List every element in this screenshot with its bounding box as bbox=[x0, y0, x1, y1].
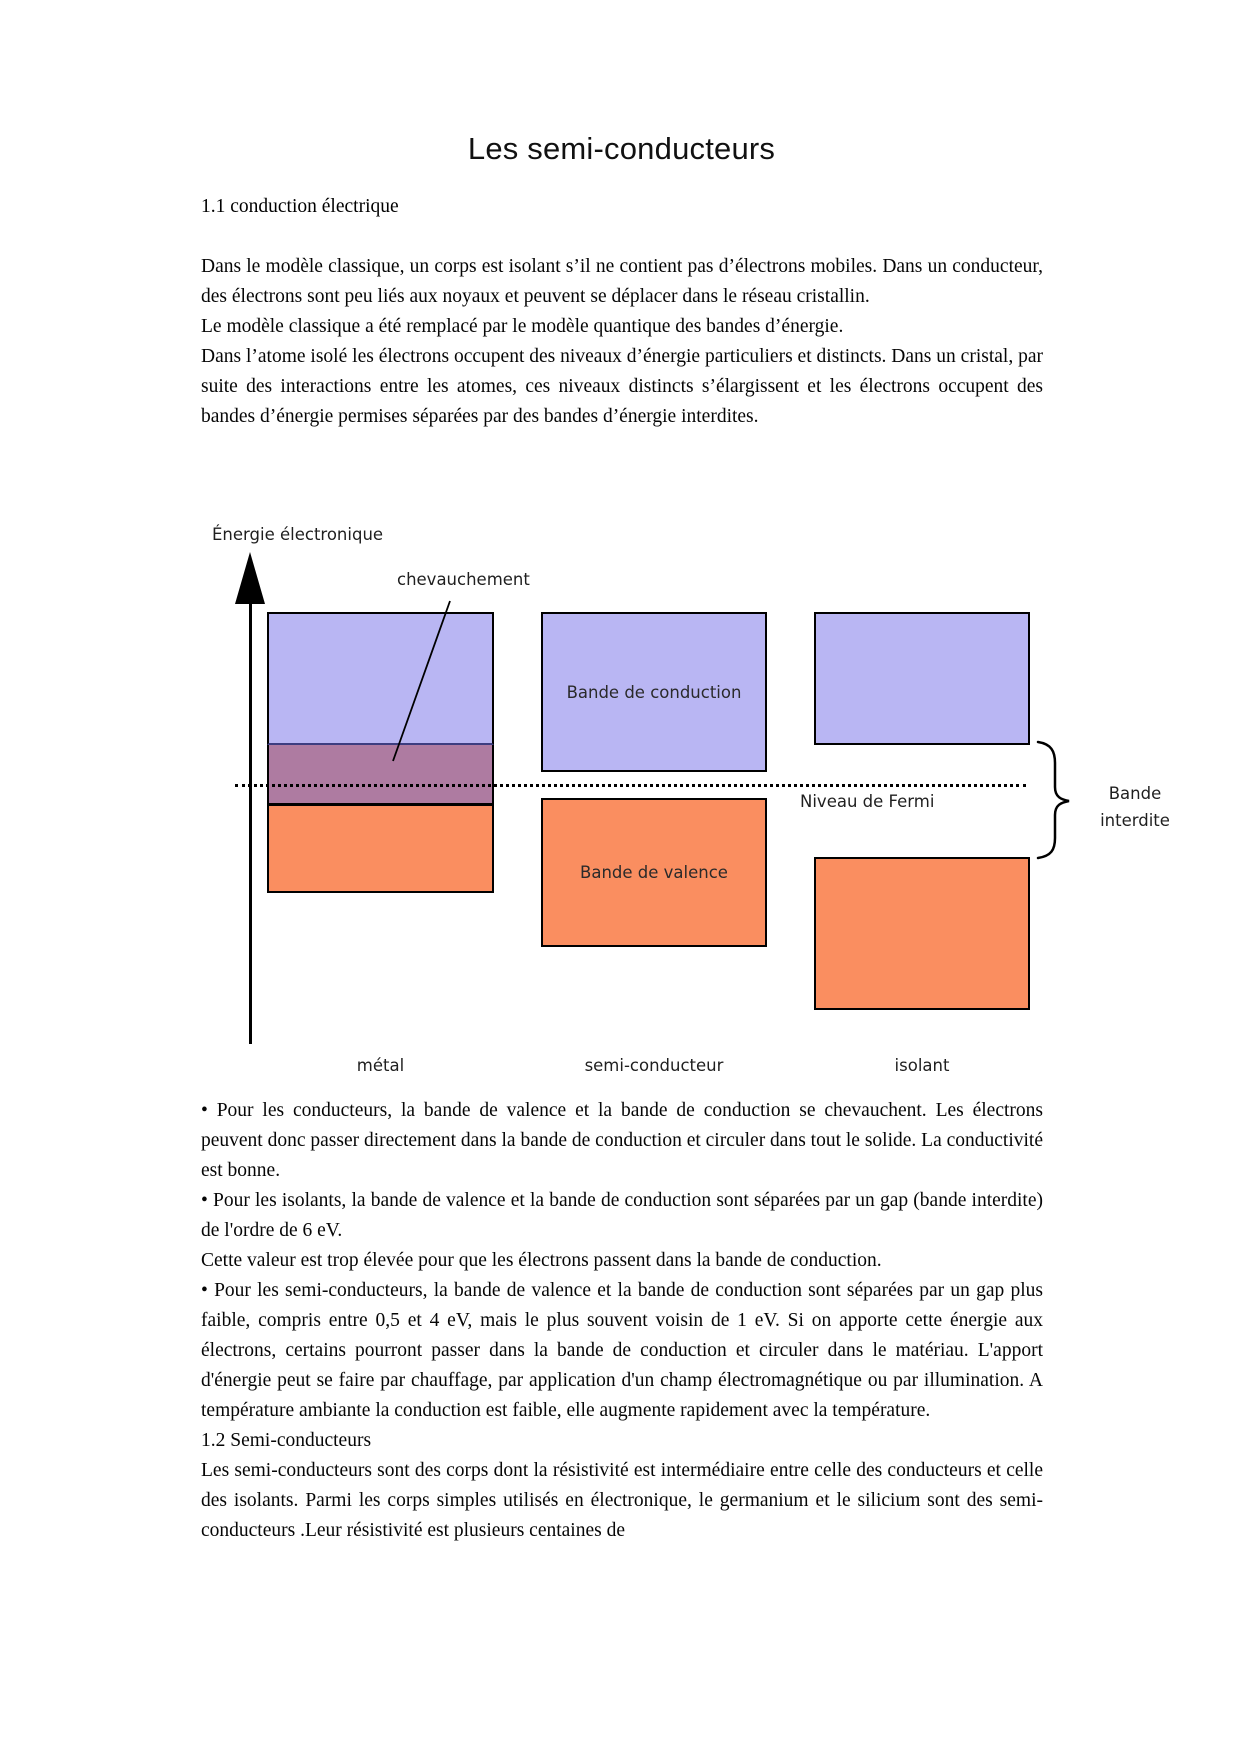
intro-text-block bbox=[201, 252, 1043, 432]
band-diagram bbox=[0, 470, 1241, 1090]
semiconductor-column bbox=[541, 612, 767, 947]
material-label-insulator: isolant bbox=[894, 1056, 950, 1075]
valence-band-label: Bande de valence bbox=[580, 863, 728, 882]
insulator-conduction-band bbox=[814, 612, 1030, 745]
fermi-level-line bbox=[235, 784, 1026, 787]
energy-axis-arrow-icon bbox=[235, 552, 265, 604]
insulator-valence-band bbox=[814, 857, 1030, 1010]
paragraph-conductors: • Pour les conducteurs, la bande de valence et la bande de conduction se chevauchent. Les électrons peuvent donc passer directement dans la bande de conduction et circuler dans tout le solide. La conductivité est bonne. bbox=[201, 1100, 1043, 1181]
forbidden-band-label-line1: Bande bbox=[1108, 784, 1162, 803]
material-label-metal: métal bbox=[356, 1056, 405, 1075]
fermi-level-label: Niveau de Fermi bbox=[800, 792, 935, 811]
metal-conduction-band bbox=[267, 612, 494, 745]
conduction-band-label: Bande de conduction bbox=[566, 682, 742, 702]
section-1-1-heading: 1.1 conduction électrique bbox=[201, 196, 399, 217]
paragraph-insulators: • Pour les isolants, la bande de valence et la bande de conduction sont séparées par un gap (bande interdite) de l'ordre de 6 eV. bbox=[201, 1190, 1043, 1241]
forbidden-band-label bbox=[1086, 780, 1184, 834]
semiconductor-valence-band bbox=[541, 798, 767, 947]
metal-valence-band bbox=[267, 806, 494, 893]
energy-axis-label: Énergie électronique bbox=[212, 525, 384, 544]
material-label-semiconductor: semi-conducteur bbox=[584, 1056, 724, 1075]
metal-overlap-band bbox=[267, 745, 494, 806]
semiconductor-conduction-band bbox=[541, 612, 767, 772]
page-title: Les semi-conducteurs bbox=[467, 131, 776, 166]
forbidden-band-brace-icon bbox=[1038, 742, 1069, 858]
paragraph-gap-value: Cette valeur est trop élevée pour que les électrons passent dans la bande de conduction. bbox=[201, 1250, 882, 1271]
discussion-text-block bbox=[201, 1096, 1043, 1546]
paragraph-semiconductors: • Pour les semi-conducteurs, la bande de valence et la bande de conduction sont séparées par un gap plus faible, compris entre 0,5 et 4 eV, mais le plus souvent voisin de 1 eV. Si on apporte cette énergie aux électrons, certains pourront passer dans la bande de conduction et circuler dans le matériau. L'apport d'énergie peut se faire par chauffage, par application d'un champ électromagnétique ou par illumination. A température ambiante la conduction est faible, elle augmente rapidement avec la température. bbox=[201, 1280, 1043, 1421]
section-1-2-heading: 1.2 Semi-conducteurs bbox=[201, 1430, 372, 1451]
paragraph-classical-model: Dans le modèle classique, un corps est isolant s’il ne contient pas d’électrons mobiles. Dans un conducteur, des électrons sont peu liés aux noyaux et peuvent se déplacer dans le réseau cristallin. bbox=[201, 256, 1043, 307]
metal-column bbox=[267, 612, 494, 893]
paragraph-energy-bands: Dans l’atome isolé les électrons occupent des niveaux d’énergie particuliers et distincts. Dans un cristal, par suite des interactions entre les atomes, ces niveaux distincts s’élargissent et les électrons occupent des bandes d’énergie permises séparées par des bandes d’énergie interdites. bbox=[201, 346, 1043, 427]
paragraph-quantum-model: Le modèle classique a été remplacé par le modèle quantique des bandes d’énergie. bbox=[201, 316, 844, 337]
energy-axis-line bbox=[249, 598, 252, 1044]
overlap-label: chevauchement bbox=[397, 570, 530, 589]
insulator-column bbox=[814, 612, 1030, 1010]
forbidden-band-label-line2: interdite bbox=[1100, 811, 1170, 830]
paragraph-resistivity: Les semi-conducteurs sont des corps dont la résistivité est intermédiaire entre celle des conducteurs et celle des isolants. Parmi les corps simples utilisés en électronique, le germanium et le silicium sont des semi-conducteurs .Leur résistivité est plusieurs centaines de bbox=[201, 1460, 1043, 1541]
